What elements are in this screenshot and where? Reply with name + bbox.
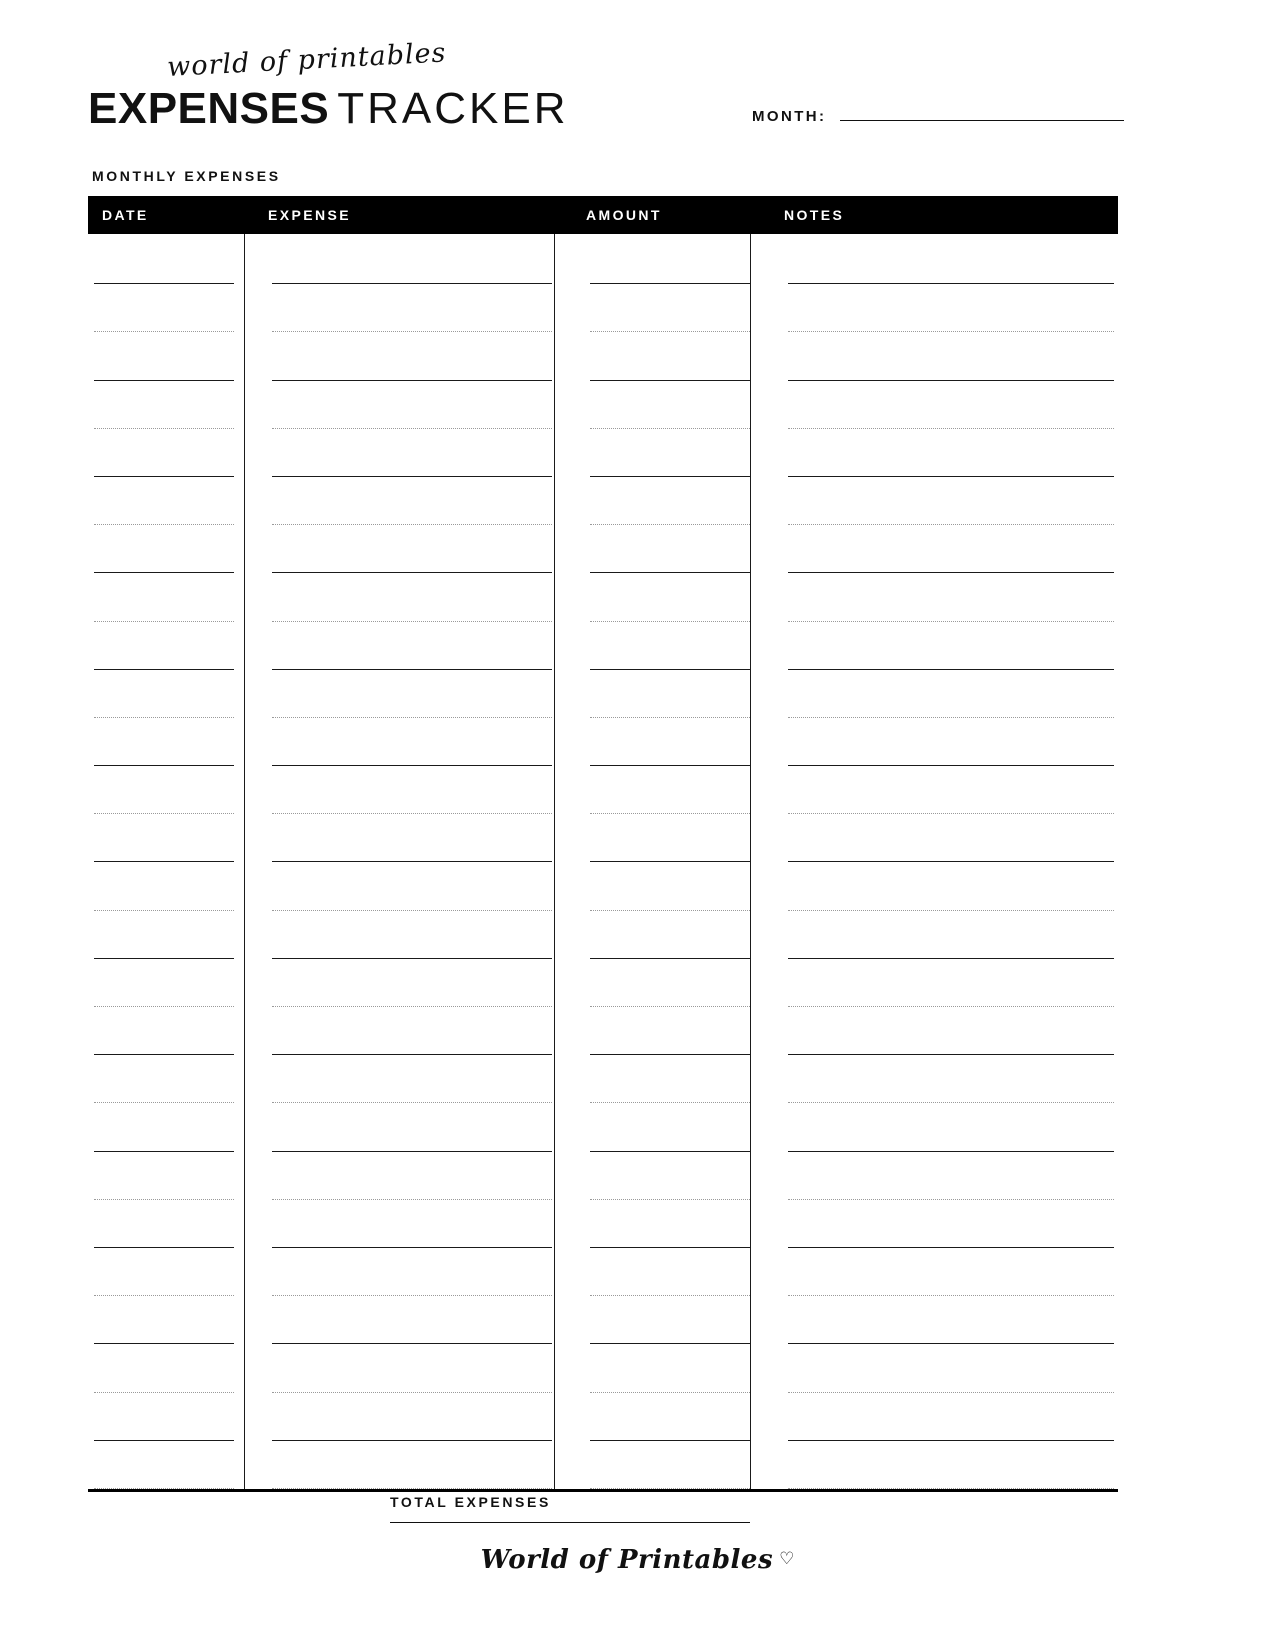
table-row[interactable]	[88, 814, 1118, 862]
table-row[interactable]	[88, 477, 1118, 525]
brand-script-logo: world of printables	[166, 37, 448, 83]
cell-notes[interactable]	[770, 862, 1118, 910]
cell-date[interactable]	[88, 1344, 254, 1392]
cell-date[interactable]	[88, 959, 254, 1007]
cell-notes[interactable]	[770, 1296, 1118, 1344]
month-write-line[interactable]	[840, 120, 1124, 121]
month-field[interactable]	[752, 108, 1124, 125]
page-header	[88, 37, 1188, 142]
cell-expense[interactable]	[254, 1007, 572, 1055]
total-expenses-label: TOTAL EXPENSES	[390, 1494, 551, 1510]
cell-amount[interactable]	[572, 1296, 770, 1344]
table-row[interactable]	[88, 1200, 1118, 1248]
cell-notes[interactable]	[770, 1103, 1118, 1151]
cell-date[interactable]	[88, 236, 254, 284]
cell-amount[interactable]	[572, 284, 770, 332]
cell-amount[interactable]	[572, 573, 770, 621]
table-row[interactable]	[88, 525, 1118, 573]
cell-amount[interactable]	[572, 862, 770, 910]
cell-expense[interactable]	[254, 670, 572, 718]
table-row[interactable]	[88, 332, 1118, 380]
page-title-light: TRACKER	[337, 84, 569, 133]
table-row[interactable]	[88, 381, 1118, 429]
cell-expense[interactable]	[254, 525, 572, 573]
cell-amount[interactable]	[572, 1441, 770, 1489]
cell-date[interactable]	[88, 1103, 254, 1151]
cell-date[interactable]	[88, 1248, 254, 1296]
cell-notes[interactable]	[770, 1248, 1118, 1296]
cell-expense[interactable]	[254, 573, 572, 621]
cell-amount[interactable]	[572, 1200, 770, 1248]
cell-notes[interactable]	[770, 1344, 1118, 1392]
column-header-expense: EXPENSE	[268, 207, 351, 223]
cell-notes[interactable]	[770, 1200, 1118, 1248]
cell-amount[interactable]	[572, 381, 770, 429]
table-row[interactable]	[88, 1393, 1118, 1441]
cell-notes[interactable]	[770, 381, 1118, 429]
cell-amount[interactable]	[572, 1248, 770, 1296]
column-header-notes: NOTES	[784, 207, 845, 223]
write-line[interactable]	[590, 1488, 750, 1489]
write-line[interactable]	[94, 1488, 234, 1489]
table-row[interactable]	[88, 959, 1118, 1007]
cell-amount[interactable]	[572, 429, 770, 477]
cell-expense[interactable]	[254, 1393, 572, 1441]
cell-expense[interactable]	[254, 1200, 572, 1248]
month-label: MONTH:	[752, 108, 827, 125]
cell-expense[interactable]	[254, 1248, 572, 1296]
cell-notes[interactable]	[770, 477, 1118, 525]
cell-notes[interactable]	[770, 766, 1118, 814]
cell-notes[interactable]	[770, 814, 1118, 862]
table-row[interactable]	[88, 1296, 1118, 1344]
cell-notes[interactable]	[770, 1152, 1118, 1200]
cell-expense[interactable]	[254, 622, 572, 670]
cell-notes[interactable]	[770, 911, 1118, 959]
cell-expense[interactable]	[254, 429, 572, 477]
column-header-date: DATE	[102, 207, 149, 223]
cell-date[interactable]	[88, 477, 254, 525]
cell-amount[interactable]	[572, 911, 770, 959]
cell-expense[interactable]	[254, 236, 572, 284]
cell-date[interactable]	[88, 911, 254, 959]
table-row[interactable]	[88, 862, 1118, 910]
table-row[interactable]	[88, 622, 1118, 670]
table-body	[88, 234, 1118, 1492]
cell-expense[interactable]	[254, 766, 572, 814]
cell-date[interactable]	[88, 573, 254, 621]
cell-amount[interactable]	[572, 525, 770, 573]
cell-date[interactable]	[88, 1007, 254, 1055]
cell-amount[interactable]	[572, 1393, 770, 1441]
cell-date[interactable]	[88, 1393, 254, 1441]
section-label-monthly-expenses: MONTHLY EXPENSES	[92, 168, 281, 184]
table-row[interactable]	[88, 1007, 1118, 1055]
cell-expense[interactable]	[254, 1296, 572, 1344]
cell-notes[interactable]	[770, 429, 1118, 477]
cell-amount[interactable]	[572, 1055, 770, 1103]
cell-amount[interactable]	[572, 1007, 770, 1055]
cell-amount[interactable]	[572, 766, 770, 814]
cell-amount[interactable]	[572, 477, 770, 525]
table-row[interactable]	[88, 1103, 1118, 1151]
total-expenses-field[interactable]	[390, 1494, 750, 1523]
table-row[interactable]	[88, 1248, 1118, 1296]
cell-amount[interactable]	[572, 670, 770, 718]
cell-date[interactable]	[88, 381, 254, 429]
cell-notes[interactable]	[770, 1441, 1118, 1489]
cell-expense[interactable]	[254, 1103, 572, 1151]
cell-date[interactable]	[88, 1152, 254, 1200]
cell-date[interactable]	[88, 525, 254, 573]
table-row[interactable]	[88, 1055, 1118, 1103]
cell-expense[interactable]	[254, 477, 572, 525]
cell-expense[interactable]	[254, 959, 572, 1007]
cell-amount[interactable]	[572, 814, 770, 862]
cell-expense[interactable]	[254, 862, 572, 910]
cell-amount[interactable]	[572, 622, 770, 670]
cell-expense[interactable]	[254, 718, 572, 766]
table-row[interactable]	[88, 766, 1118, 814]
cell-expense[interactable]	[254, 1055, 572, 1103]
cell-amount[interactable]	[572, 1152, 770, 1200]
cell-date[interactable]	[88, 284, 254, 332]
write-line[interactable]	[788, 1488, 1114, 1489]
cell-date[interactable]	[88, 862, 254, 910]
cell-notes[interactable]	[770, 1055, 1118, 1103]
cell-date[interactable]	[88, 814, 254, 862]
cell-notes[interactable]	[770, 1007, 1118, 1055]
cell-date[interactable]	[88, 766, 254, 814]
cell-expense[interactable]	[254, 1344, 572, 1392]
cell-notes[interactable]	[770, 332, 1118, 380]
cell-amount[interactable]	[572, 959, 770, 1007]
expenses-table	[88, 196, 1118, 1492]
table-header-row	[88, 196, 1118, 234]
cell-expense[interactable]	[254, 1152, 572, 1200]
cell-notes[interactable]	[770, 959, 1118, 1007]
page-title	[88, 84, 568, 134]
cell-notes[interactable]	[770, 573, 1118, 621]
cell-date[interactable]	[88, 429, 254, 477]
cell-expense[interactable]	[254, 1441, 572, 1489]
cell-expense[interactable]	[254, 911, 572, 959]
cell-expense[interactable]	[254, 332, 572, 380]
cell-notes[interactable]	[770, 1393, 1118, 1441]
cell-date[interactable]	[88, 1441, 254, 1489]
write-line[interactable]	[272, 1488, 552, 1489]
cell-date[interactable]	[88, 670, 254, 718]
table-row[interactable]	[88, 429, 1118, 477]
cell-date[interactable]	[88, 622, 254, 670]
cell-expense[interactable]	[254, 814, 572, 862]
cell-date[interactable]	[88, 718, 254, 766]
table-row[interactable]	[88, 1152, 1118, 1200]
cell-amount[interactable]	[572, 1344, 770, 1392]
cell-notes[interactable]	[770, 718, 1118, 766]
cell-amount[interactable]	[572, 236, 770, 284]
cell-expense[interactable]	[254, 284, 572, 332]
cell-date[interactable]	[88, 1200, 254, 1248]
cell-notes[interactable]	[770, 670, 1118, 718]
cell-amount[interactable]	[572, 1103, 770, 1151]
cell-notes[interactable]	[770, 236, 1118, 284]
table-row[interactable]	[88, 911, 1118, 959]
cell-notes[interactable]	[770, 284, 1118, 332]
cell-expense[interactable]	[254, 381, 572, 429]
footer-logo: World of Printables	[480, 1545, 774, 1575]
cell-date[interactable]	[88, 332, 254, 380]
cell-amount[interactable]	[572, 332, 770, 380]
cell-date[interactable]	[88, 1055, 254, 1103]
cell-notes[interactable]	[770, 525, 1118, 573]
table-row[interactable]	[88, 1344, 1118, 1392]
table-row[interactable]	[88, 1441, 1118, 1489]
table-row[interactable]	[88, 284, 1118, 332]
page-title-bold: EXPENSES	[88, 84, 330, 133]
heart-icon: ♡	[779, 1549, 795, 1568]
table-row[interactable]	[88, 573, 1118, 621]
table-row[interactable]	[88, 236, 1118, 284]
table-row[interactable]	[88, 670, 1118, 718]
cell-date[interactable]	[88, 1296, 254, 1344]
total-expenses-write-line[interactable]	[390, 1522, 750, 1523]
page-footer	[0, 1545, 1275, 1575]
column-header-amount: AMOUNT	[586, 207, 662, 223]
table-row[interactable]	[88, 718, 1118, 766]
cell-amount[interactable]	[572, 718, 770, 766]
cell-notes[interactable]	[770, 622, 1118, 670]
